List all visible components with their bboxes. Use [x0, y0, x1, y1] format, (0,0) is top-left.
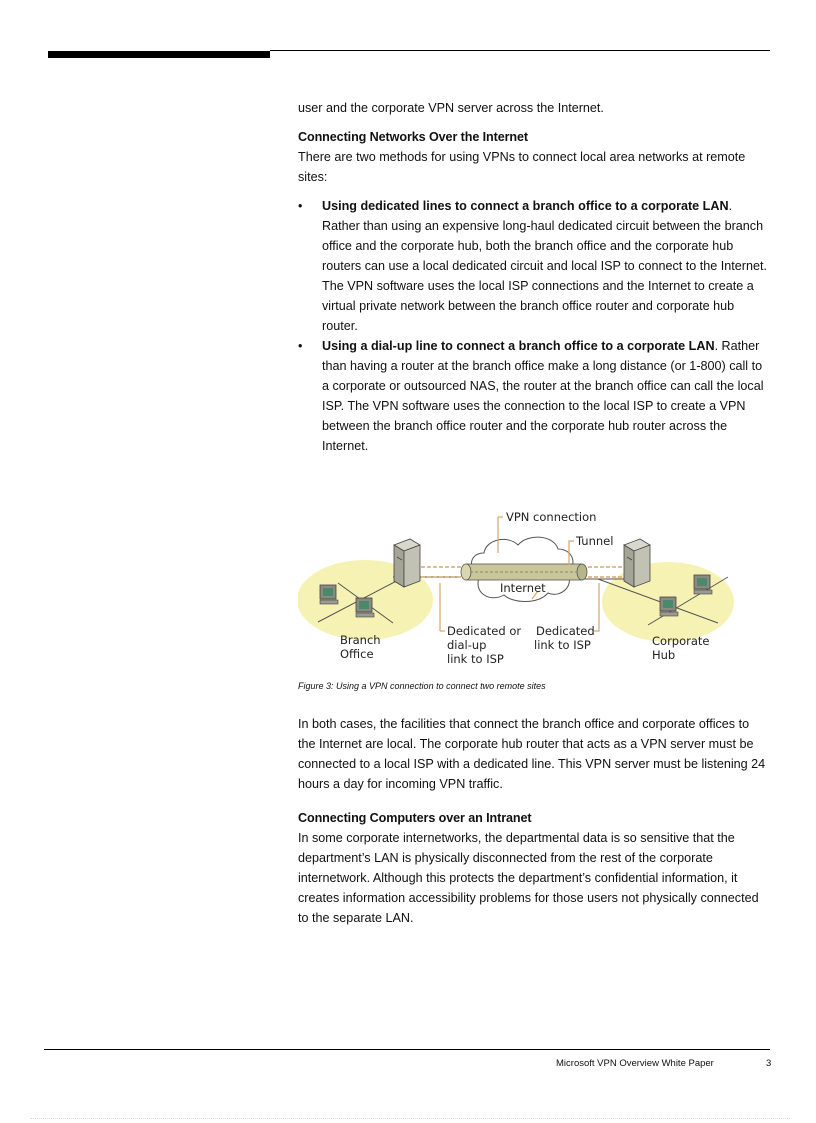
figure-caption: Figure 3: Using a VPN connection to connect two remote sites [298, 681, 546, 691]
dialup-label-line1: Dedicated or [447, 624, 522, 638]
tunnel-label: Tunnel [576, 534, 614, 548]
internet-label: Internet [500, 581, 546, 595]
intro-fragment: user and the corporate VPN server across the Internet. [298, 101, 604, 115]
header-rule-thick [48, 51, 270, 58]
list-item-body: . Rather than using an expensive long-haul dedicated circuit between the branch office and the corporate hub, both the branch office and the corporate hub routers can use a local dedicated circuit and local ISP to connect to the Internet. The VPN software uses the local ISP connections and the Internet to create a virtual private network between the branch office router and corporate hub router. [322, 199, 768, 333]
list-item-body: . Rather than having a router at the branch office make a long distance (or 1-800) call to a corporate or outsourced NAS, the router at the branch office can call the local ISP. The VPN software uses the connection to the local ISP to create a VPN between the branch office router and the corporate hub router across the Internet. [322, 339, 764, 453]
section1-heading: Connecting Networks Over the Internet [298, 130, 529, 144]
header-rule-thin [270, 50, 770, 51]
page-edge-dots [30, 1118, 790, 1119]
page-number: 3 [766, 1058, 772, 1069]
main-text-bottom [298, 714, 770, 928]
footer-rule [44, 1049, 770, 1050]
list-item-lead: Using dedicated lines to connect a branch office to a corporate LAN [322, 199, 729, 213]
hub-label-line1: Corporate [652, 634, 710, 648]
list-item-lead: Using a dial-up line to connect a branch office to a corporate LAN [322, 339, 715, 353]
vpn-diagram [298, 505, 738, 675]
list-item [298, 336, 770, 456]
list-item [298, 196, 770, 336]
section2-heading: Connecting Computers over an Intranet [298, 811, 532, 825]
branch-label-line1: Branch [340, 633, 381, 647]
tunnel-icon [461, 564, 587, 580]
hub-computer-icon [660, 597, 678, 616]
dedicated-label-line2: link to ISP [534, 638, 591, 652]
after-figure-paragraph: In both cases, the facilities that connect the branch office and corporate offices to the Internet are local. The corporate hub router that acts as a VPN server must be connected to a local ISP with a dedicated line. This VPN server must be listening 24 hours a day for incoming VPN traffic. [298, 717, 766, 791]
dialup-label-line2: dial-up [447, 638, 487, 652]
section2-body: In some corporate internetworks, the departmental data is so sensitive that the department’s LAN is physically disconnected from the rest of the corporate internetwork. Although this protects the department’s confidential information, it creates information accessibility problems for those users not physically connected to the separate LAN. [298, 831, 759, 925]
method-list [298, 196, 770, 456]
hub-router-icon [624, 539, 650, 587]
bullet-icon: • [298, 199, 303, 213]
hub-label-line2: Hub [652, 648, 676, 662]
hub-computer-icon [694, 575, 712, 594]
main-text-top [298, 98, 770, 456]
branch-router-icon [394, 539, 420, 587]
vpn-connection-label: VPN connection [506, 510, 597, 524]
section1-intro: There are two methods for using VPNs to connect local area networks at remote sites: [298, 150, 746, 184]
branch-computer-icon [320, 585, 338, 604]
dedicated-label-line1: Dedicated [536, 624, 595, 638]
footer-title: Microsoft VPN Overview White Paper [556, 1058, 714, 1069]
bullet-icon: • [298, 339, 303, 353]
dialup-label-line3: link to ISP [447, 652, 504, 666]
branch-computer-icon [356, 598, 374, 617]
branch-label-line2: Office [340, 647, 374, 661]
